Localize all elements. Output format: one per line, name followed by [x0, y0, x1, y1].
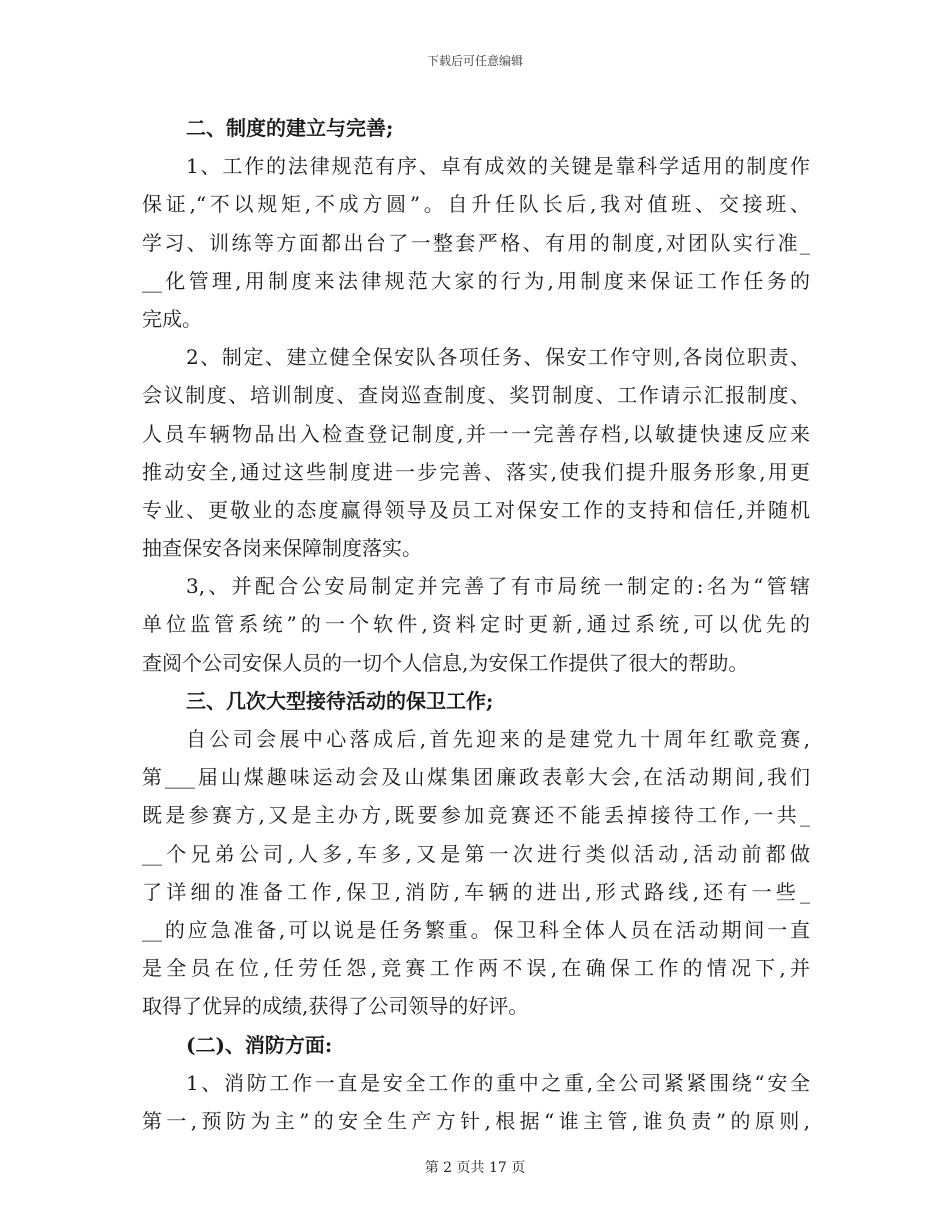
section-heading: 三、几次大型接待活动的保卫工作; — [186, 688, 494, 713]
text-line: 会议制度、培训制度、查岗巡查制度、奖罚制度、工作请示汇报制度、 — [142, 383, 810, 408]
text-line: 3,、并配合公安局制定并完善了有市局统一制定的:名为“管辖 — [186, 574, 810, 599]
text-line: 人员车辆物品出入检查登记制度,并一一完善存档,以敏捷快速反应来 — [142, 421, 810, 446]
text-line: __化管理,用制度来法律规范大家的行为,用制度来保证工作任务的 — [142, 268, 810, 293]
text-line: 2、制定、建立健全保安队各项任务、保安工作守则,各岗位职责、 — [186, 345, 810, 370]
header-note: 下载后可任意编辑 — [426, 54, 523, 68]
text-line: 既是参赛方,又是主办方,既要参加竞赛还不能丢掉接待工作,一共_ — [142, 803, 810, 828]
section-heading: (二)、消防方面: — [186, 1032, 333, 1057]
page-footer: 第 2 页共 17 页 — [424, 1160, 526, 1176]
text-line: 专业、更敬业的态度赢得领导及员工对保安工作的支持和信任,并随机 — [142, 497, 810, 522]
text-line: 第___届山煤趣味运动会及山煤集团廉政表彰大会,在活动期间,我们 — [142, 765, 810, 790]
text-line: 1、工作的法律规范有序、卓有成效的关键是靠科学适用的制度作 — [186, 154, 810, 179]
text-line: 查阅个公司安保人员的一切个人信息,为安保工作提供了很大的帮助。 — [142, 650, 749, 675]
text-line: 1、消防工作一直是安全工作的重中之重,全公司紧紧围绕“安全 — [186, 1070, 810, 1095]
text-line: 是全员在位,任劳任怨,竞赛工作两不误,在确保工作的情况下,并 — [142, 956, 810, 981]
text-line: 学习、训练等方面都出台了一整套严格、有用的制度,对团队实行准_ — [142, 230, 810, 255]
text-line: 第一,预防为主”的安全生产方针,根据“谁主管,谁负责”的原则, — [142, 1108, 810, 1133]
text-line: 推动安全,通过这些制度进一步完善、落实,使我们提升服务形象,用更 — [142, 459, 810, 484]
text-line: 了详细的准备工作,保卫,消防,车辆的进出,形式路线,还有一些_ — [142, 879, 810, 904]
text-line: __个兄弟公司,人多,车多,又是第一次进行类似活动,活动前都做 — [142, 841, 810, 866]
section-heading: 二、制度的建立与完善; — [186, 116, 394, 140]
text-line: 单位监管系统”的一个软件,资料定时更新,通过系统,可以优先的 — [142, 612, 810, 637]
text-line: 完成。 — [142, 306, 202, 331]
text-line: 自公司会展中心落成后,首先迎来的是建党九十周年红歌竞赛, — [186, 727, 810, 751]
text-line: __的应急准备,可以说是任务繁重。保卫科全体人员在活动期间一直 — [142, 917, 810, 942]
text-line: 取得了优异的成绩,获得了公司领导的好评。 — [142, 994, 529, 1019]
text-line: 保证,“不以规矩,不成方圆”。自升任队长后,我对值班、交接班、 — [142, 192, 810, 217]
text-line: 抽查保安各岗来保障制度落实。 — [142, 536, 422, 561]
document-body — [142, 109, 810, 1140]
